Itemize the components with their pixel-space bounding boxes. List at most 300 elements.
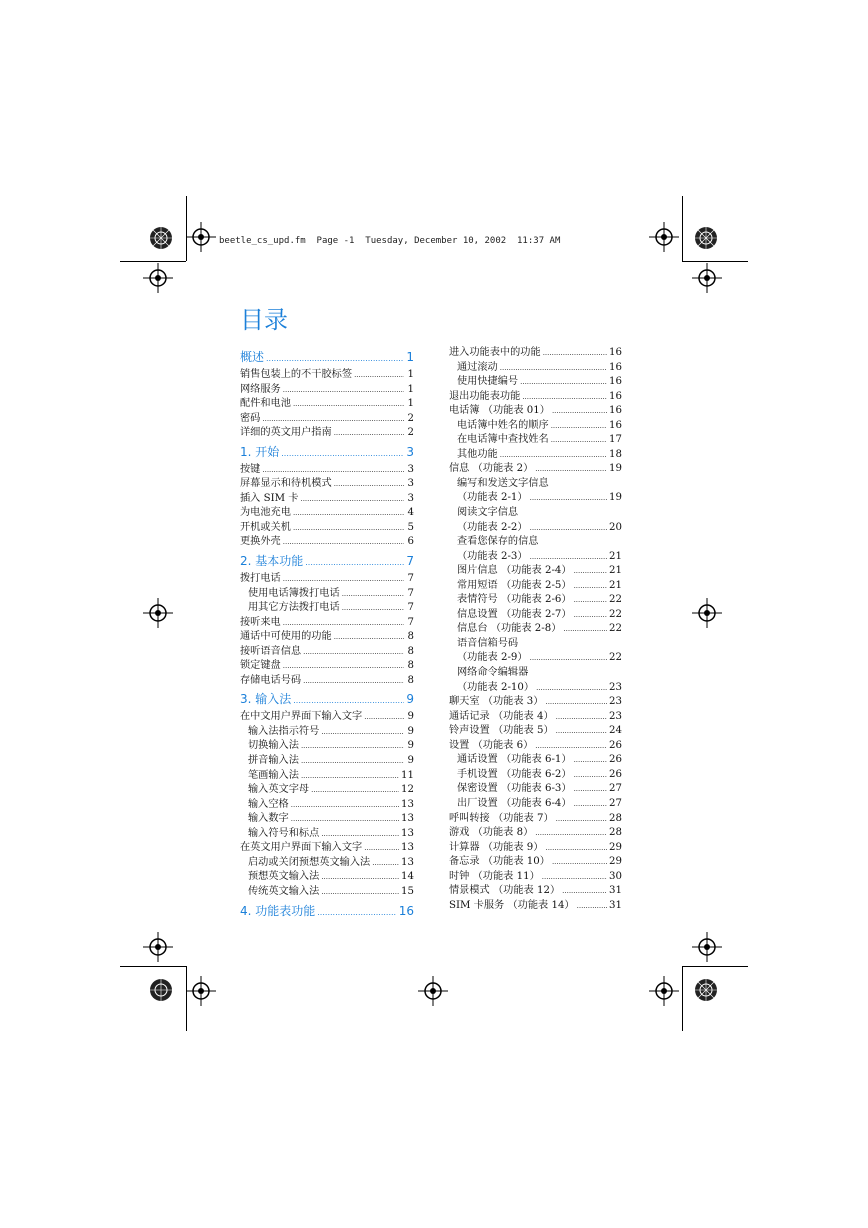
toc-entry-title: 通话设置 （功能表 6-1） <box>457 754 572 766</box>
toc-entry[interactable] <box>240 870 414 885</box>
dot-leader <box>574 753 607 768</box>
toc-entry-title: 输入符号和标点 <box>248 827 320 839</box>
toc-page-number: 8 <box>407 660 414 672</box>
toc-entry[interactable] <box>240 535 414 550</box>
toc-page-number: 26 <box>609 739 622 751</box>
toc-page-number: 19 <box>609 492 622 504</box>
star-target-icon <box>149 226 173 250</box>
dot-leader <box>536 681 607 696</box>
toc-entry[interactable] <box>449 768 622 783</box>
dot-leader <box>530 550 607 565</box>
dot-leader <box>530 491 607 506</box>
toc-entry-title: 电话簿中姓名的顺序 <box>457 419 549 431</box>
toc-entry-title: 为电池充电 <box>240 507 291 519</box>
toc-entry[interactable] <box>449 346 622 361</box>
registration-mark-icon <box>143 263 173 293</box>
toc-entry[interactable] <box>449 884 622 899</box>
toc-page-number: 16 <box>609 347 622 358</box>
toc-entry-title: （功能表 2-2） <box>457 521 528 533</box>
toc-entry-title: 概述 <box>240 350 265 364</box>
toc-entry-title: 常用短语 （功能表 2-5） <box>457 579 572 591</box>
dot-leader <box>500 361 607 376</box>
toc-page-number: 9 <box>406 692 414 707</box>
toc-page-number: 7 <box>407 573 414 585</box>
star-target-icon <box>694 978 718 1002</box>
crop-line <box>682 261 748 262</box>
toc-entry[interactable] <box>449 593 622 608</box>
toc-entry[interactable] <box>240 885 414 900</box>
toc-entry-title: 退出功能表功能 <box>449 390 521 402</box>
crop-line <box>682 966 748 967</box>
dot-leader <box>283 535 404 550</box>
toc-entry-title: 在电话簿中查找姓名 <box>457 434 549 446</box>
toc-page-number: 1 <box>407 383 414 395</box>
toc-entry[interactable] <box>449 521 622 536</box>
toc-page-number: 18 <box>609 448 622 460</box>
toc-page-number: 6 <box>407 536 414 548</box>
toc-page-number: 17 <box>609 434 622 446</box>
toc-entry[interactable] <box>449 681 622 696</box>
dot-leader <box>574 579 607 594</box>
dot-leader <box>321 725 404 740</box>
toc-page-number: 27 <box>609 797 622 809</box>
toc-page-number: 3 <box>407 492 414 504</box>
toc-entry[interactable] <box>240 645 414 660</box>
toc-page-number: 13 <box>401 827 414 839</box>
toc-entry-title: 通话中可使用的功能 <box>240 631 332 643</box>
toc-entry-title: 出厂设置 （功能表 6-4） <box>457 797 572 809</box>
registration-mark-icon <box>649 222 679 252</box>
toc-chapter[interactable] <box>240 689 414 710</box>
dot-leader <box>293 521 404 536</box>
toc-entry-title: 情景模式 （功能表 12） <box>449 885 561 897</box>
toc-page-number: 1 <box>407 398 414 410</box>
toc-entry-title: 启动或关闭预想英文输入法 <box>248 856 371 868</box>
toc-entry[interactable] <box>240 463 414 478</box>
toc-entry[interactable] <box>240 477 414 492</box>
toc-entry[interactable] <box>240 506 414 521</box>
toc-entry[interactable] <box>449 564 622 579</box>
toc-entry[interactable] <box>449 390 622 405</box>
toc-page-number: 27 <box>609 783 622 795</box>
dot-leader <box>543 346 607 361</box>
dot-leader <box>574 593 607 608</box>
toc-entry[interactable] <box>240 572 414 587</box>
toc-page-number: 28 <box>609 812 622 824</box>
toc-entry-title: 手机设置 （功能表 6-2） <box>457 768 572 780</box>
toc-entry[interactable] <box>240 412 414 427</box>
toc-page-number: 9 <box>407 755 414 767</box>
crop-line <box>120 261 186 262</box>
toc-entry-title: 锁定键盘 <box>240 660 281 672</box>
dot-leader <box>520 375 607 390</box>
toc-entry[interactable] <box>449 608 622 623</box>
toc-entry[interactable] <box>240 368 414 383</box>
toc-entry-title: 网络服务 <box>240 383 281 395</box>
toc-entry-title: 插入 SIM 卡 <box>240 492 299 504</box>
toc-entry[interactable] <box>449 550 622 565</box>
toc-page-number: 21 <box>609 579 622 591</box>
toc-entry[interactable] <box>240 739 414 754</box>
dot-leader <box>556 710 607 725</box>
toc-page-number: 16 <box>609 390 622 402</box>
registration-mark-icon <box>692 263 722 293</box>
registration-mark-icon <box>143 932 173 962</box>
dot-leader <box>321 827 399 842</box>
toc-page-number: 16 <box>609 361 622 373</box>
toc-entry[interactable] <box>449 797 622 812</box>
registration-mark-icon <box>186 222 216 252</box>
dot-leader <box>535 826 607 841</box>
toc-page-number: 28 <box>609 827 622 839</box>
toc-chapter[interactable] <box>240 347 414 368</box>
toc-entry-title: 输入数字 <box>248 813 289 825</box>
toc-entry[interactable] <box>240 812 414 827</box>
toc-entry[interactable] <box>240 630 414 645</box>
dot-leader <box>551 419 607 434</box>
toc-entry[interactable] <box>240 754 414 769</box>
toc-entry-title: 信息设置 （功能表 2-7） <box>457 608 572 620</box>
toc-entry-title: 设置 （功能表 6） <box>449 739 534 751</box>
toc-entry[interactable] <box>240 710 414 725</box>
star-target-icon <box>149 978 173 1002</box>
toc-page-number: 3 <box>406 444 414 459</box>
toc-entry[interactable] <box>449 375 622 390</box>
toc-right-column <box>449 346 622 913</box>
dot-leader <box>364 841 399 856</box>
toc-entry-title: （功能表 2-1） <box>457 492 528 504</box>
toc-entry[interactable] <box>240 841 414 856</box>
toc-page-number: 29 <box>609 841 622 853</box>
toc-entry[interactable] <box>240 659 414 674</box>
toc-entry[interactable] <box>240 383 414 398</box>
dot-leader <box>562 884 607 899</box>
toc-entry-title: 输入法指示符号 <box>248 725 320 737</box>
dot-leader <box>283 616 404 631</box>
toc-entry-title: 进入功能表中的功能 <box>449 347 541 358</box>
toc-entry-title: 接听来电 <box>240 616 281 628</box>
toc-entry-title: 保密设置 （功能表 6-3） <box>457 783 572 795</box>
dot-leader <box>281 442 404 463</box>
toc-entry-title: 销售包装上的不干胶标签 <box>240 369 353 380</box>
dot-leader <box>530 521 607 536</box>
toc-entry-title: 配件和电池 <box>240 398 291 410</box>
toc-page-number: 20 <box>609 521 622 533</box>
toc-page-number: 16 <box>609 376 622 388</box>
dot-leader <box>303 645 404 660</box>
toc-page-number: 19 <box>609 463 622 475</box>
dot-leader <box>574 608 607 623</box>
toc-entry-title: 计算器 （功能表 9） <box>449 841 544 853</box>
toc-page-number: 14 <box>401 871 414 883</box>
dot-leader <box>262 412 404 427</box>
dot-leader <box>283 383 404 398</box>
dot-leader <box>542 870 607 885</box>
toc-entry[interactable] <box>449 826 622 841</box>
toc-entry-title: 存储电话号码 <box>240 674 302 686</box>
toc-page-number: 8 <box>407 645 414 657</box>
dot-leader <box>551 433 607 448</box>
toc-page-number: 2 <box>407 427 414 439</box>
toc-entry[interactable] <box>449 739 622 754</box>
dot-leader <box>293 397 404 412</box>
toc-page-number: 16 <box>609 405 622 417</box>
toc-page-number: 2 <box>407 412 414 424</box>
toc-entry-title: 查看您保存的信息 <box>457 536 539 548</box>
toc-entry[interactable] <box>449 477 622 492</box>
toc-page-number: 8 <box>407 674 414 686</box>
toc-entry[interactable] <box>240 521 414 536</box>
toc-page-number: 13 <box>401 842 414 854</box>
toc-entry-title: 备忘录 （功能表 10） <box>449 856 550 868</box>
toc-entry[interactable] <box>449 651 622 666</box>
dot-leader <box>301 739 404 754</box>
toc-entry[interactable] <box>449 666 622 681</box>
dot-leader <box>530 651 607 666</box>
toc-page-number: 29 <box>609 856 622 868</box>
toc-entry[interactable] <box>449 899 622 914</box>
toc-entry[interactable] <box>449 855 622 870</box>
dot-leader <box>574 768 607 783</box>
toc-page-number: 22 <box>609 594 622 606</box>
crop-line <box>120 966 186 967</box>
toc-entry-title: 在中文用户界面下输入文字 <box>240 711 363 723</box>
toc-page-number: 21 <box>609 550 622 562</box>
page-title: 目录 <box>240 306 288 334</box>
toc-page-number: 3 <box>407 478 414 490</box>
toc-entry[interactable] <box>240 397 414 412</box>
toc-entry-title: 4. 功能表功能 <box>240 903 316 918</box>
toc-entry-title: 表情符号 （功能表 2-6） <box>457 594 572 606</box>
toc-chapter[interactable] <box>240 442 414 463</box>
dot-leader <box>303 674 404 689</box>
toc-entry-title: 详细的英文用户指南 <box>240 427 332 439</box>
toc-page-number: 3 <box>407 463 414 475</box>
toc-page-number: 26 <box>609 768 622 780</box>
toc-page-number: 13 <box>401 856 414 868</box>
toc-entry-title: 屏幕显示和待机模式 <box>240 478 332 490</box>
toc-page-number: 23 <box>609 681 622 693</box>
toc-page-number: 12 <box>401 784 414 796</box>
dot-leader <box>545 695 607 710</box>
toc-entry[interactable] <box>449 812 622 827</box>
toc-entry[interactable] <box>449 579 622 594</box>
toc-page-number: 31 <box>609 885 622 897</box>
toc-page-number: 15 <box>401 885 414 897</box>
toc-page-number: 13 <box>401 798 414 810</box>
toc-entry[interactable] <box>240 798 414 813</box>
toc-entry[interactable] <box>240 587 414 602</box>
toc-entry-title: 拼音输入法 <box>248 755 299 767</box>
toc-page-number: 7 <box>406 554 414 569</box>
toc-entry-title: 铃声设置 （功能表 5） <box>449 725 554 737</box>
toc-page-number: 31 <box>609 899 622 911</box>
registration-mark-icon <box>692 598 722 628</box>
toc-entry-title: 输入空格 <box>248 798 289 810</box>
toc-page-number: 16 <box>398 903 414 918</box>
dot-leader <box>535 462 607 477</box>
toc-entry-title: 用其它方法拨打电话 <box>248 602 340 614</box>
toc-entry[interactable] <box>449 841 622 856</box>
toc-entry[interactable] <box>449 710 622 725</box>
toc-entry[interactable] <box>240 769 414 784</box>
toc-entry[interactable] <box>240 783 414 798</box>
toc-entry[interactable] <box>449 491 622 506</box>
toc-page-number: 5 <box>407 521 414 533</box>
toc-entry-title: 拨打电话 <box>240 573 281 585</box>
toc-left-column <box>240 346 414 922</box>
toc-page-number: 9 <box>407 725 414 737</box>
toc-entry-title: 更换外壳 <box>240 536 281 548</box>
toc-entry[interactable] <box>449 506 622 521</box>
star-target-icon <box>694 226 718 250</box>
registration-mark-icon <box>418 976 448 1006</box>
dot-leader <box>321 870 399 885</box>
toc-page-number: 21 <box>609 565 622 577</box>
dot-leader <box>342 587 404 602</box>
registration-mark-icon <box>692 932 722 962</box>
crop-line <box>682 196 683 261</box>
toc-entry[interactable] <box>240 492 414 507</box>
toc-entry-title: 阅读文字信息 <box>457 507 519 519</box>
toc-entry-title: （功能表 2-9） <box>457 652 528 664</box>
dot-leader <box>552 855 607 870</box>
registration-mark-icon <box>649 976 679 1006</box>
toc-entry-title: 笔画输入法 <box>248 769 299 781</box>
dot-leader <box>556 724 607 739</box>
dot-leader <box>301 769 399 784</box>
toc-page-number: 11 <box>401 769 414 781</box>
toc-entry-title: 呼叫转接 （功能表 7） <box>449 812 554 824</box>
toc-entry-title: 通过滚动 <box>457 361 498 373</box>
toc-entry[interactable] <box>449 433 622 448</box>
toc-entry-title: 时钟 （功能表 11） <box>449 870 540 882</box>
toc-entry-title: 信息 （功能表 2） <box>449 463 534 475</box>
toc-page-number: 16 <box>609 419 622 431</box>
toc-entry-title: 聊天室 （功能表 3） <box>449 696 544 708</box>
dot-leader <box>574 797 607 812</box>
toc-page-number: 7 <box>407 587 414 599</box>
toc-page-number: 23 <box>609 710 622 722</box>
toc-entry[interactable] <box>240 674 414 689</box>
dot-leader <box>283 659 404 674</box>
toc-entry[interactable] <box>240 601 414 616</box>
dot-leader <box>283 572 404 587</box>
toc-entry-title: 其他功能 <box>457 448 498 460</box>
toc-entry-title: 2. 基本功能 <box>240 554 304 569</box>
toc-chapter[interactable] <box>240 551 414 572</box>
dot-leader <box>500 448 607 463</box>
dot-leader <box>334 426 404 441</box>
toc-page-number: 1 <box>406 350 414 364</box>
toc-entry[interactable] <box>449 782 622 797</box>
toc-entry-title: 按键 <box>240 463 261 475</box>
dot-leader <box>334 477 404 492</box>
toc-page-number: 4 <box>407 507 414 519</box>
toc-entry-title: SIM 卡服务 （功能表 14） <box>449 899 575 911</box>
dot-leader <box>293 689 404 710</box>
toc-entry-title: 语音信箱号码 <box>457 637 519 649</box>
toc-entry-title: 通话记录 （功能表 4） <box>449 710 554 722</box>
toc-page-number: 9 <box>407 740 414 752</box>
toc-entry-title: 接听语音信息 <box>240 645 302 657</box>
dot-leader <box>305 551 404 572</box>
dot-leader <box>301 754 404 769</box>
dot-leader <box>334 630 404 645</box>
dot-leader <box>563 622 607 637</box>
dot-leader <box>317 901 396 922</box>
registration-mark-icon <box>143 598 173 628</box>
dot-leader <box>300 492 404 507</box>
toc-chapter[interactable] <box>240 901 414 922</box>
toc-entry-title: 预想英文输入法 <box>248 871 320 883</box>
dot-leader <box>364 710 404 725</box>
dot-leader <box>574 782 607 797</box>
toc-page-number: 7 <box>407 602 414 614</box>
toc-entry[interactable] <box>449 361 622 376</box>
crop-line <box>682 966 683 1031</box>
toc-entry-title: 3. 输入法 <box>240 692 292 707</box>
toc-entry-title: 1. 开始 <box>240 444 280 459</box>
toc-entry-title: 游戏 （功能表 8） <box>449 827 534 839</box>
dot-leader <box>291 798 399 813</box>
toc-entry-title: 信息台 （功能表 2-8） <box>457 623 562 635</box>
toc-entry-title: 传统英文输入法 <box>248 885 320 897</box>
toc-entry[interactable] <box>240 827 414 842</box>
toc-entry-title: 切换输入法 <box>248 740 299 752</box>
toc-page-number: 30 <box>609 870 622 882</box>
dot-leader <box>556 812 607 827</box>
toc-entry[interactable] <box>449 419 622 434</box>
print-slug: beetle_cs_upd.fm Page -1 Tuesday, December 10, 2002 11:37 AM <box>219 236 561 246</box>
dot-leader <box>342 601 404 616</box>
dot-leader <box>311 783 399 798</box>
dot-leader <box>545 841 607 856</box>
dot-leader <box>266 347 404 368</box>
dot-leader <box>262 463 404 478</box>
toc-entry[interactable] <box>449 637 622 652</box>
toc-entry[interactable] <box>449 462 622 477</box>
toc-entry[interactable] <box>240 426 414 441</box>
toc-page-number: 22 <box>609 623 622 635</box>
toc-entry[interactable] <box>449 622 622 637</box>
toc-entry-title: 开机或关机 <box>240 521 291 533</box>
toc-entry[interactable] <box>449 695 622 710</box>
dot-leader <box>535 739 607 754</box>
dot-leader <box>522 390 607 405</box>
toc-entry[interactable] <box>449 870 622 885</box>
toc-entry[interactable] <box>240 725 414 740</box>
toc-entry[interactable] <box>449 753 622 768</box>
toc-entry-title: 编写和发送文字信息 <box>457 477 549 489</box>
toc-entry-title: （功能表 2-3） <box>457 550 528 562</box>
toc-entry[interactable] <box>449 448 622 463</box>
toc-entry[interactable] <box>240 616 414 631</box>
toc-entry-title: 密码 <box>240 412 261 424</box>
dot-leader <box>577 899 607 914</box>
registration-mark-icon <box>186 976 216 1006</box>
toc-entry-title: 电话簿 （功能表 01） <box>449 405 550 417</box>
toc-entry[interactable] <box>240 856 414 871</box>
toc-entry[interactable] <box>449 404 622 419</box>
toc-page-number: 8 <box>407 631 414 643</box>
toc-entry[interactable] <box>449 535 622 550</box>
toc-page-number: 24 <box>609 725 622 737</box>
toc-entry-title: 在英文用户界面下输入文字 <box>240 842 363 854</box>
dot-leader <box>574 564 607 579</box>
toc-entry[interactable] <box>449 724 622 739</box>
toc-entry-title: 网络命令编辑器 <box>457 667 529 679</box>
